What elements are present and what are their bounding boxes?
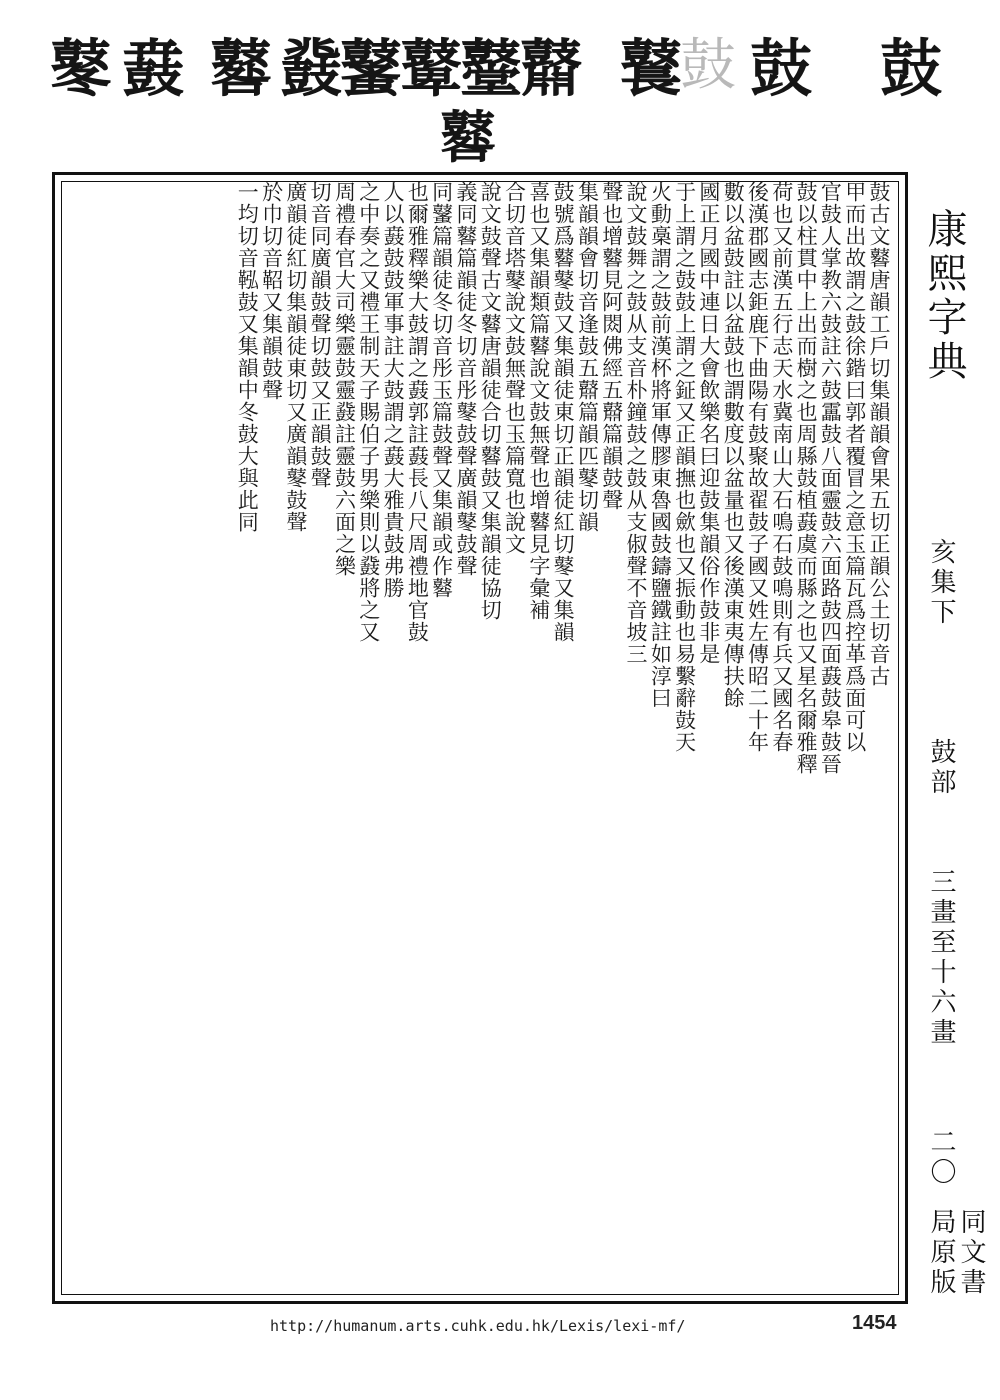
seal-char: 鼛 xyxy=(440,105,496,171)
dictionary-body xyxy=(61,181,891,1289)
text-column: 鼓古文鼛唐韻工戶切集韻韻會果五切正韻公土切音古 xyxy=(867,181,891,687)
text-column: 之中奏之又禮王制天子賜伯子男樂則以鼗將之又 xyxy=(356,181,381,643)
text-column: 一均切音鞃鼓又集韻中冬鼓大與此同 xyxy=(235,181,260,533)
text-column: 鼓號爲鼛鼕鼓又集韻徒東切正韻徒紅切鼕又集韻 xyxy=(551,181,576,643)
side-title-column xyxy=(912,178,986,1298)
stroke-range-label: 三畫至十六畫 xyxy=(926,868,956,1048)
text-column: 同鼜篇韻徒冬切音彤玉篇鼓聲又集韻或作鼛 xyxy=(429,181,454,599)
text-column: 鼓以柱貫中上出而樹之也周縣鼓植鼖虞而縣之也又星名爾雅釋 xyxy=(794,181,819,775)
text-frame xyxy=(52,172,908,1304)
publisher-label: 同文書局原版 xyxy=(926,1208,986,1298)
text-column: 甲而出故謂之鼓徐鍇曰郭者覆冒之意玉篇瓦爲控革爲面可以 xyxy=(842,181,867,753)
seal-char: 鼚 xyxy=(620,32,683,105)
text-column: 廣韻徒紅切集韻徒東切又廣韻鼕鼓聲 xyxy=(283,181,308,533)
text-column: 官鼓人掌教六鼓註六鼓靁鼓八面靈鼓六面路鼓四面鼖鼓皋鼓晉 xyxy=(818,181,843,775)
text-column: 也爾雅釋樂大鼓謂之鼖郭註鼖長八尺周禮地官鼓 xyxy=(405,181,430,643)
text-column: 喜也又集韻類篇鼛說文鼓無聲也增鼛見字彙補 xyxy=(526,181,551,621)
text-column: 周禮春官大司樂靈鼓靈鼗註靈鼓六面之樂 xyxy=(332,181,357,577)
seal-char: 鼞 xyxy=(460,32,523,105)
seal-char: 鼙 xyxy=(400,32,463,105)
seal-char-faint: 鼓 xyxy=(680,33,736,98)
text-column: 荷也又前漢五行志天水冀南山大石鳴石鼓鳴則有兵又國名春 xyxy=(769,181,794,753)
collection-label: 亥集下 xyxy=(926,538,956,628)
text-column: 說文鼓舞之鼓从支音朴鐘鼓之鼓从支俶聲不音坡三 xyxy=(624,181,649,665)
radical-label: 鼓部 xyxy=(926,738,956,798)
text-column: 國正月國中連日大會飲樂名曰迎鼓集韻俗作鼓非是 xyxy=(696,181,721,665)
seal-char: 鼜 xyxy=(340,32,403,105)
seal-char: 鼘 xyxy=(520,32,583,105)
page-label: 二〇 xyxy=(926,1128,956,1188)
text-column: 人以鼖鼓鼓軍事註大鼓謂之鼖大雅貴鼓弗勝 xyxy=(381,181,406,599)
seal-char: 鼕 xyxy=(50,32,113,105)
text-column: 數以盆鼓註以盆鼓也謂數度以盆量也又後漢東夷傳扶餘 xyxy=(721,181,746,709)
seal-char: 鼓 xyxy=(750,32,813,105)
text-column: 切音同廣韻鼓聲切鼓又正韻鼓聲 xyxy=(308,181,333,489)
text-column: 合切音塔鼕說文鼓無聲也玉篇寬也說文 xyxy=(502,181,527,555)
seal-char: 鼖 xyxy=(122,32,185,105)
seal-script-header xyxy=(40,30,960,180)
seal-char: 鼓 xyxy=(880,32,943,105)
text-column: 集韻韻會切音逢鼓五鼘篇韻匹鼕切韻 xyxy=(575,181,600,533)
text-column: 後漢郡國志鉅鹿下曲陽有鼓聚故翟鼓子國又姓左傳昭二十年 xyxy=(745,181,770,753)
text-column: 聲也增鼛見阿閦佛經五鼘篇韻鼓聲 xyxy=(599,181,624,511)
source-url-link[interactable]: http://humanum.arts.cuhk.edu.hk/Lexis/lexi-mf/ xyxy=(270,1317,686,1335)
book-title: 康熙字典 xyxy=(921,208,967,384)
page-number: 1454 xyxy=(852,1312,897,1334)
text-column: 義同鼛篇韻徒冬切音彤鼕鼓聲廣韻鼕鼓聲 xyxy=(453,181,478,577)
text-column: 說文鼓聲古文鼛唐韻徒合切鼛鼓又集韻徒協切 xyxy=(478,181,503,621)
seal-char: 鼛 xyxy=(210,32,273,105)
text-column: 於巾切音鞀又集韻鼓聲 xyxy=(259,181,284,401)
seal-char: 鼗 xyxy=(280,32,343,105)
text-column: 火動槀謂之鼓前漢杯將軍傳膠東魯國鼓鑄鹽鐵註如淳曰 xyxy=(648,181,673,709)
text-column: 于上謂之鼓鼓上謂之鉦又正韻撫也歛也又振動也易繫辭鼓天 xyxy=(672,181,697,753)
